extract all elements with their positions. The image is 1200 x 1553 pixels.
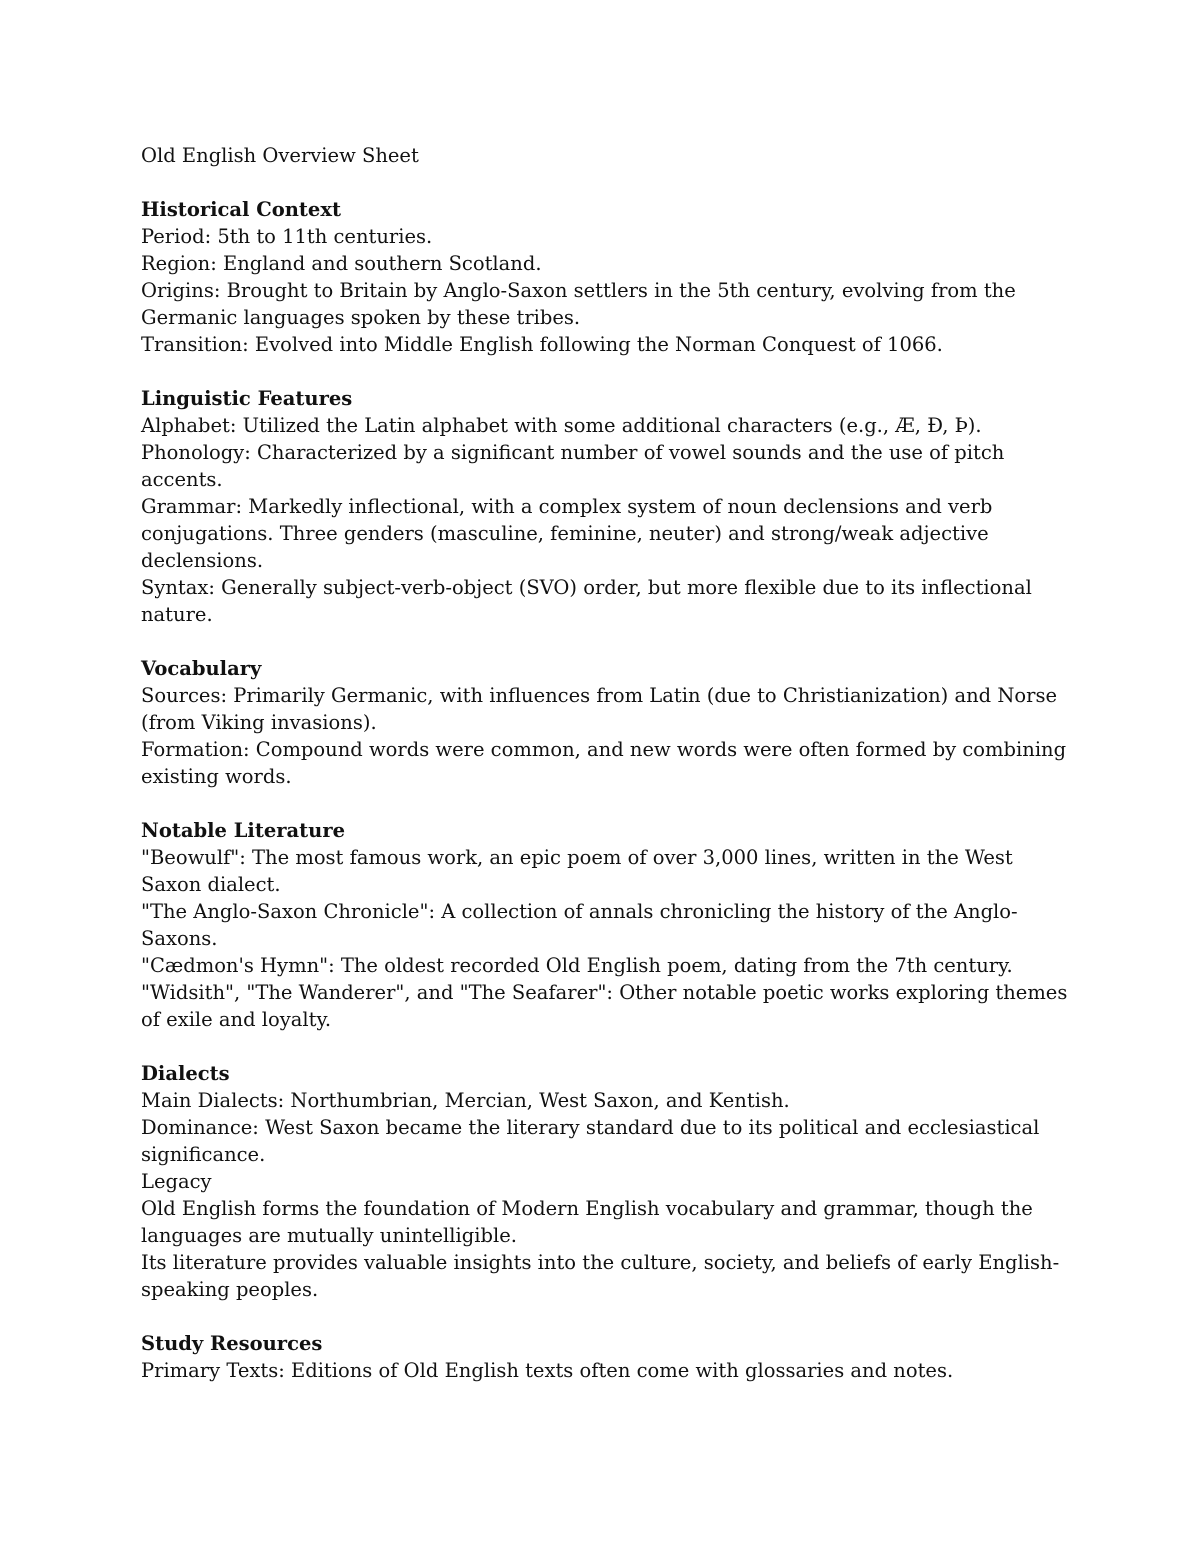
section-line: "Beowulf": The most famous work, an epic poem of over 3,000 lines, written in the West Saxon dialect.: [141, 846, 1013, 896]
section-line: "Cædmon's Hymn": The oldest recorded Old English poem, dating from the 7th century.: [141, 954, 1013, 977]
section-linguistic-features: [141, 385, 1071, 628]
section-heading: Historical Context: [141, 198, 341, 221]
section-line: Dominance: West Saxon became the literary standard due to its political and ecclesiastical significance.: [141, 1116, 1040, 1166]
document-page: [141, 142, 1071, 1411]
section-line: Alphabet: Utilized the Latin alphabet with some additional characters (e.g., Æ, Ð, Þ).: [141, 414, 982, 437]
section-line: Origins: Brought to Britain by Anglo-Saxon settlers in the 5th century, evolving from the Germanic languages spoken by these tribes.: [141, 279, 1016, 329]
section-line: Sources: Primarily Germanic, with influences from Latin (due to Christianization) and Norse (from Viking invasions).: [141, 684, 1058, 734]
section-notable-literature: [141, 817, 1071, 1033]
section-line: Period: 5th to 11th centuries.: [141, 225, 433, 248]
section-dialects: [141, 1060, 1071, 1303]
section-heading: Dialects: [141, 1062, 230, 1085]
section-line: Legacy: [141, 1170, 212, 1193]
section-vocabulary: [141, 655, 1071, 790]
section-line: Transition: Evolved into Middle English following the Norman Conquest of 1066.: [141, 333, 943, 356]
document-title: Old English Overview Sheet: [141, 144, 419, 167]
section-heading: Linguistic Features: [141, 387, 353, 410]
section-line: Primary Texts: Editions of Old English texts often come with glossaries and notes.: [141, 1359, 954, 1382]
section-heading: Study Resources: [141, 1332, 323, 1355]
section-line: Region: England and southern Scotland.: [141, 252, 542, 275]
section-line: Its literature provides valuable insights into the culture, society, and beliefs of early English-speaking peoples.: [141, 1251, 1060, 1301]
section-line: Main Dialects: Northumbrian, Mercian, West Saxon, and Kentish.: [141, 1089, 790, 1112]
section-line: "The Anglo-Saxon Chronicle": A collection of annals chronicling the history of the Anglo-Saxons.: [141, 900, 1018, 950]
section-heading: Notable Literature: [141, 819, 346, 842]
section-line: Old English forms the foundation of Modern English vocabulary and grammar, though the languages are mutually unintelligible.: [141, 1197, 1033, 1247]
section-line: "Widsith", "The Wanderer", and "The Seafarer": Other notable poetic works exploring themes of exile and loyalty.: [141, 981, 1068, 1031]
section-line: Syntax: Generally subject-verb-object (SVO) order, but more flexible due to its inflectional nature.: [141, 576, 1032, 626]
section-line: Formation: Compound words were common, and new words were often formed by combining existing words.: [141, 738, 1067, 788]
section-line: Grammar: Markedly inflectional, with a complex system of noun declensions and verb conjugations. Three genders (masculine, feminine, neuter) and strong/weak adjective declensions.: [141, 495, 993, 572]
section-line: Phonology: Characterized by a significant number of vowel sounds and the use of pitch accents.: [141, 441, 1005, 491]
section-study-resources: [141, 1330, 1071, 1384]
section-heading: Vocabulary: [141, 657, 262, 680]
section-historical-context: [141, 196, 1071, 358]
